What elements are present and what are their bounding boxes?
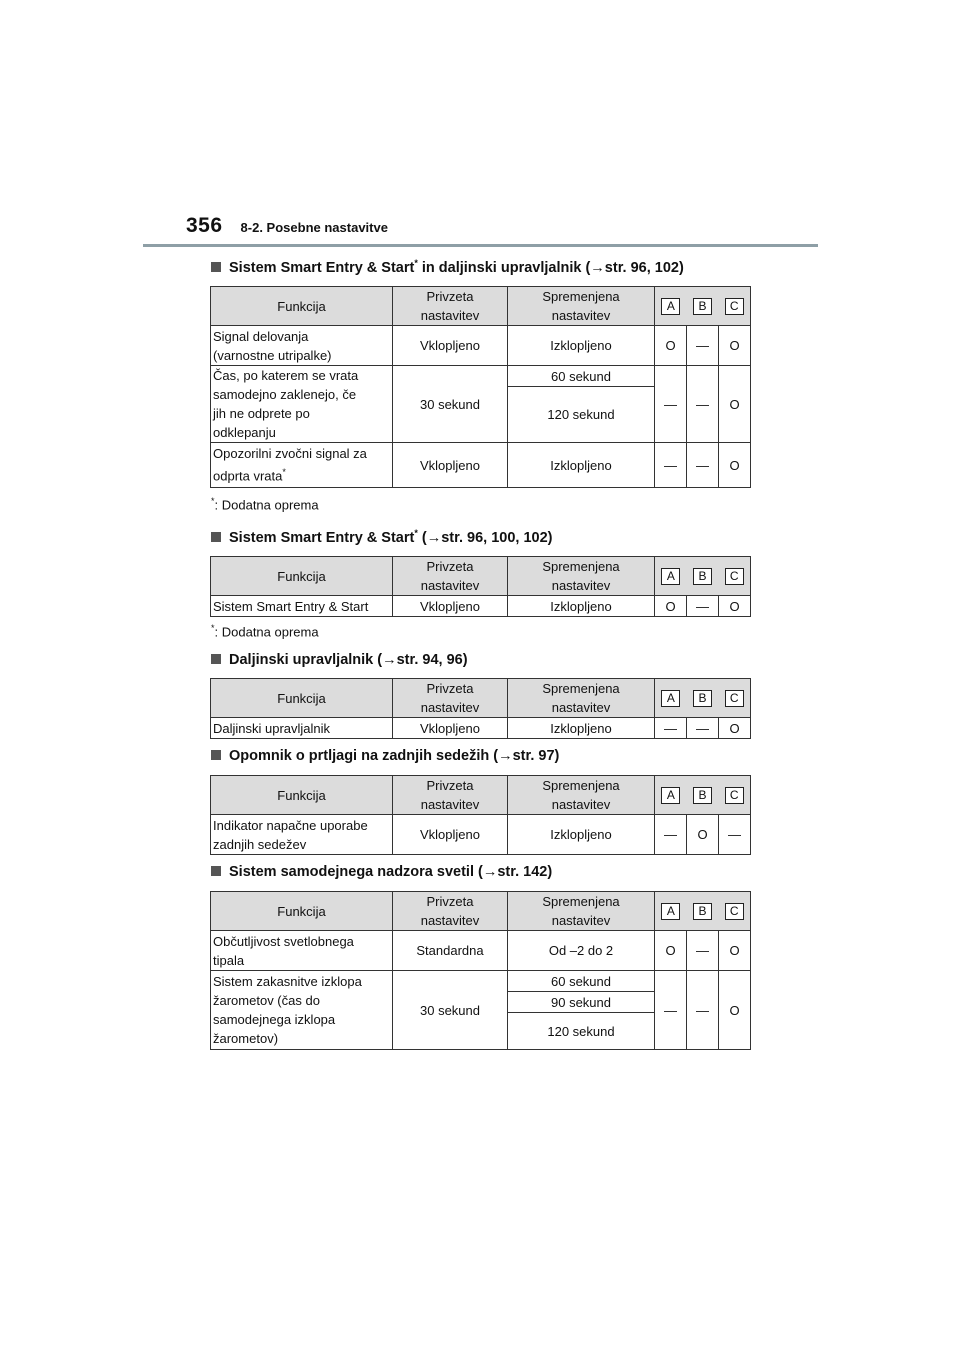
header-rule bbox=[143, 244, 818, 247]
letter-c-icon: C bbox=[725, 298, 744, 315]
letter-a-icon: A bbox=[661, 298, 680, 315]
settings-table: Funkcija Privzeta nastavitev Spremenjena nastavitev A B C Sistem Smart Entry & Start Vklopljeno Izklopljeno O — O bbox=[210, 556, 751, 617]
footnote: *: Dodatna oprema bbox=[211, 623, 319, 640]
settings-table: Funkcija Privzeta nastavitev Spremenjena nastavitev A B C Daljinski upravljalnik Vklopljeno Izklopljeno — — O bbox=[210, 678, 751, 739]
letter-a-icon: A bbox=[661, 903, 680, 920]
section-title: Daljinski upravljalnik (→str. 94, 96) bbox=[211, 652, 468, 668]
footnote: *: Dodatna oprema bbox=[211, 496, 319, 513]
table-row: Občutljivost svetlobnega tipala Standardna Od –2 do 2 O — O bbox=[211, 931, 751, 971]
letter-c-icon: C bbox=[725, 690, 744, 707]
arrow-right-icon: → bbox=[382, 652, 397, 668]
col-default: Privzeta nastavitev bbox=[393, 287, 508, 326]
square-bullet-icon bbox=[211, 750, 221, 760]
table-row: Indikator napačne uporabe zadnjih sedežev Vklopljeno Izklopljeno — O — bbox=[211, 815, 751, 855]
letter-b-icon: B bbox=[693, 298, 712, 315]
arrow-right-icon: → bbox=[498, 748, 513, 764]
square-bullet-icon bbox=[211, 654, 221, 664]
section-title: Sistem Smart Entry & Start* in daljinski upravljalnik (→str. 96, 102) bbox=[211, 258, 684, 276]
section-title: Sistem Smart Entry & Start* (→str. 96, 100, 102) bbox=[211, 528, 552, 546]
square-bullet-icon bbox=[211, 262, 221, 272]
arrow-right-icon: → bbox=[426, 529, 442, 546]
col-changed: Spremenjena nastavitev bbox=[508, 287, 655, 326]
letter-a-icon: A bbox=[661, 690, 680, 707]
table-row: Sistem Smart Entry & Start Vklopljeno Izklopljeno O — O bbox=[211, 596, 751, 617]
settings-table: Funkcija Privzeta nastavitev Spremenjena nastavitev A B C Indikator napačne uporabe zadnjih sedežev Vklopljeno Izklopljeno — O — bbox=[210, 775, 751, 855]
table-row: Daljinski upravljalnik Vklopljeno Izklopljeno — — O bbox=[211, 718, 751, 739]
page-header bbox=[186, 214, 388, 238]
settings-table: Funkcija Privzeta nastavitev Spremenjena nastavitev A B C Občutljivost svetlobnega tipala Standardna Od –2 do 2 O — O Sistem zakasnitve izklopa žarometov (čas do samodejnega izklopa žarometov) 30 sekund 60 sekund — — O 90 sekund 120 sekund bbox=[210, 891, 751, 1050]
table-row: Signal delovanja (varnostne utripalke) Vklopljeno Izklopljeno O — O bbox=[211, 326, 751, 366]
letter-c-icon: C bbox=[725, 568, 744, 585]
letter-a-icon: A bbox=[661, 787, 680, 804]
arrow-right-icon: → bbox=[590, 259, 605, 276]
letter-b-icon: B bbox=[693, 787, 712, 804]
table-row: Čas, po katerem se vrata samodejno zaklenejo, če jih ne odprete po odklepanju 30 sekund 60 sekund — — O bbox=[211, 366, 751, 387]
section-title: Sistem samodejnega nadzora svetil (→str. 142) bbox=[211, 864, 552, 880]
arrow-right-icon: → bbox=[482, 864, 498, 880]
col-letters bbox=[655, 287, 751, 326]
table-row: Sistem zakasnitve izklopa žarometov (čas do samodejnega izklopa žarometov) 30 sekund 60 sekund — — O bbox=[211, 971, 751, 992]
square-bullet-icon bbox=[211, 532, 221, 542]
letter-a-icon: A bbox=[661, 568, 680, 585]
table-row: Opozorilni zvočni signal za odprta vrata* Vklopljeno Izklopljeno — — O bbox=[211, 443, 751, 488]
col-function: Funkcija bbox=[211, 287, 393, 326]
section-title: Opomnik o prtljagi na zadnjih sedežih (→str. 97) bbox=[211, 748, 559, 764]
square-bullet-icon bbox=[211, 866, 221, 876]
letter-c-icon: C bbox=[725, 787, 744, 804]
settings-table: Funkcija Privzeta nastavitev Spremenjena nastavitev A B C Signal delovanja (varnostne utripalke) Vklopljeno Izklopljeno O — O Čas, po katerem se vrata samodejno zaklenejo, če jih ne odprete po odklepanju 30 sekund 60 sekund — — O 120 sekund Opozorilni zvočni signal za odprta vrata* Vklopljeno Izklopljeno — — O bbox=[210, 286, 751, 488]
chapter-title: 8-2. Posebne nastavitve bbox=[240, 220, 388, 235]
letter-b-icon: B bbox=[693, 690, 712, 707]
letter-b-icon: B bbox=[693, 903, 712, 920]
page-number: 356 bbox=[186, 214, 223, 237]
letter-b-icon: B bbox=[693, 568, 712, 585]
letter-c-icon: C bbox=[725, 903, 744, 920]
